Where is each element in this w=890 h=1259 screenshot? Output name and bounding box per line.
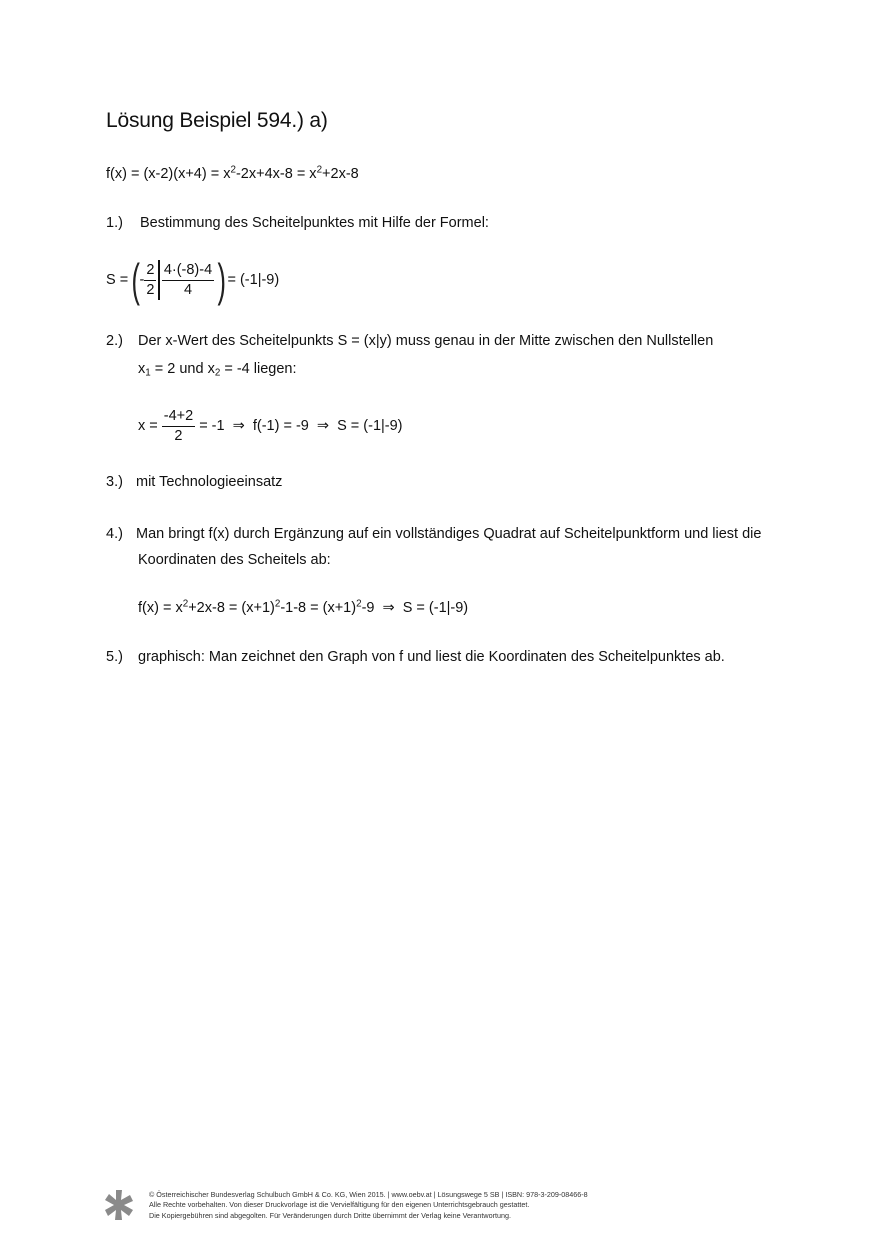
step4-text: Man bringt f(x) durch Ergänzung auf ein vollständiges Quadrat auf Scheitelpunktform und liest die xyxy=(136,526,762,542)
midpoint-fraction: $\frac{-4+2}{2}$ xyxy=(163,407,194,444)
step2-number: 2.) xyxy=(106,333,123,349)
function-definition: $f(x) = (x-2)(x+4) = x^2-2x+4x-8 = x^2+2x-8$ xyxy=(106,164,359,182)
step3-number: 3.) xyxy=(106,474,123,490)
step2-text: Der x-Wert des Scheitelpunkts S = (x|y) muss genau in der Mitte zwischen den Nullstellen xyxy=(138,333,714,349)
page-title: Lösung Beispiel 594.) a) xyxy=(106,109,328,132)
step3-text: mit Technologieeinsatz xyxy=(136,474,283,490)
y-fraction: $\frac{4\cdot(-8)-4}{4}$ xyxy=(163,261,213,298)
formula-result: = (-1|-9) xyxy=(227,272,280,288)
step2-formula: x = $\frac{-4+2}{2}$ = -1 ⇒ f(-1) = -9 ⇒ S = (-1|-9) xyxy=(138,407,403,444)
step2-text-line2: $x_1 = 2$ und $x_2 = -4$ liegen: xyxy=(138,361,297,379)
step5-text: graphisch: Man zeichnet den Graph von f und liest die Koordinaten des Scheitelpunktes ab. xyxy=(138,649,725,665)
step1-text: Bestimmung des Scheitelpunktes mit Hilfe der Formel: xyxy=(140,215,489,231)
step5-number: 5.) xyxy=(106,649,123,665)
left-paren: ( xyxy=(131,254,141,306)
separator-bar xyxy=(158,260,159,300)
step4-formula: $f(x) = x^2+2x-8 = (x+1)^2-1-8 = (x+1)^2-9$ ⇒ S = (-1|-9) xyxy=(138,598,469,616)
formula-lhs: S = xyxy=(106,272,129,288)
right-paren: ) xyxy=(217,254,227,306)
step1-formula xyxy=(106,254,280,306)
footer-copyright: © Österreichischer Bundesverlag Schulbuch GmbH & Co. KG, Wien 2015. | www.oebv.at | Lösungswege 5 SB | ISBN: 978-3-209-08466-8 Alle Rechte vorbehalten. Von dieser Druckvorlage ist die Vervielfältigung für den eigenen Unterrichtsgebrauch gestattet. Die Kopiergebühren sind abgegolten. Für Veränderungen durch Dritte übernimmt der Verlag keine Verantwortung. xyxy=(149,1190,588,1220)
formula-sign: - xyxy=(139,272,145,288)
x-fraction: $\frac{2}{2}$ xyxy=(146,261,155,298)
step4-text-line2: Koordinaten des Scheitels ab: xyxy=(138,552,331,568)
step1-number: 1.) xyxy=(106,215,123,231)
step4-number: 4.) xyxy=(106,526,123,542)
oebv-logo-icon xyxy=(104,1189,134,1221)
